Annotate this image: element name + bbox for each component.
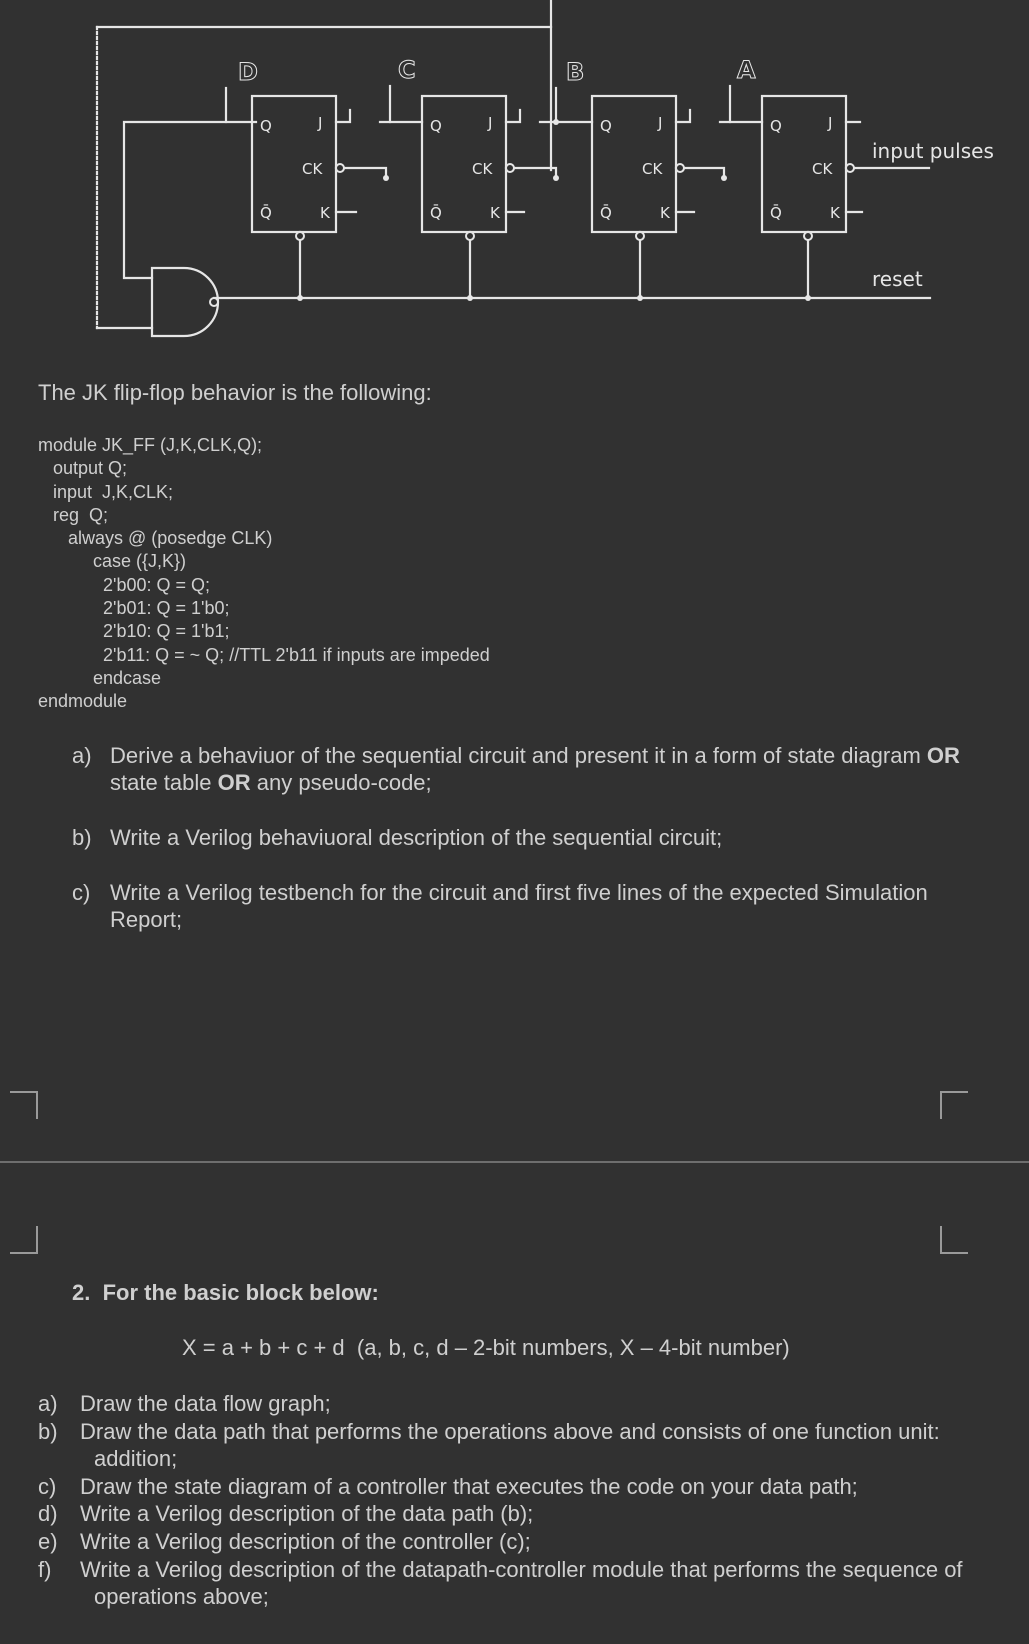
- svg-text:J: J: [318, 114, 323, 132]
- list-item: a) Draw the data flow graph;: [38, 1391, 331, 1416]
- part2-equation: X = a + b + c + d (a, b, c, d – 2-bit numbers, X – 4-bit number): [182, 1335, 790, 1360]
- list-item: e) Write a Verilog description of the controller (c);: [38, 1528, 531, 1554]
- code-line: 2'b01: Q = 1'b0;: [38, 598, 230, 619]
- list-item: c) Draw the state diagram of a controller that executes the code on your data path;: [38, 1473, 858, 1499]
- code-line: module JK_FF (J,K,CLK,Q);: [38, 435, 263, 455]
- list-item: [72, 824, 972, 851]
- list-item: b) Draw the data path that performs the operations above and consists of one function unit: addition;: [38, 1418, 940, 1472]
- page-corner-mark: [940, 1226, 968, 1254]
- svg-text:Q: Q: [600, 117, 612, 135]
- part2-title: 2. For the basic block below:: [72, 1280, 379, 1305]
- item-label: a): [72, 743, 92, 768]
- code-line: 2'b10: Q = 1'b1;: [38, 621, 230, 642]
- svg-text:CK: CK: [812, 160, 833, 178]
- jk-counter-circuit-diagram: [0, 0, 1029, 345]
- svg-text:Q̄: Q̄: [260, 204, 272, 222]
- q-to-gate-wire: [124, 122, 256, 278]
- svg-text:K: K: [830, 204, 840, 222]
- svg-text:CK: CK: [642, 160, 663, 178]
- svg-text:K: K: [490, 204, 500, 222]
- svg-text:Q̄: Q̄: [430, 204, 442, 222]
- svg-text:Q: Q: [770, 117, 782, 135]
- top-feedback-wire: [97, 27, 551, 170]
- flipflop-c-label: C: [398, 56, 416, 84]
- part2-question-list: [38, 1390, 998, 1611]
- code-line: reg Q;: [38, 504, 109, 525]
- page-corner-mark: [10, 1226, 38, 1254]
- list-item: [72, 879, 972, 933]
- svg-text:Q: Q: [260, 117, 272, 135]
- input-pulses-label: input pulses: [872, 139, 994, 163]
- code-line: case ({J,K}): [38, 551, 187, 572]
- item-text: Write a Verilog testbench for the circuit and first five lines of the expected Simulation Report;: [110, 880, 928, 932]
- item-text: Write a Verilog behaviuoral description of the sequential circuit;: [110, 825, 723, 850]
- flipflop-b-label: B: [566, 58, 585, 86]
- page-corner-mark: [940, 1091, 968, 1119]
- svg-text:J: J: [828, 114, 833, 132]
- list-item: f) Write a Verilog description of the datapath-controller module that performs the sequence of operations above;: [38, 1556, 963, 1610]
- svg-text:Q̄: Q̄: [600, 204, 612, 222]
- code-line: 2'b00: Q = Q;: [38, 574, 211, 595]
- and-gate: [152, 268, 218, 336]
- svg-text:CK: CK: [302, 160, 323, 178]
- svg-text:J: J: [658, 114, 663, 132]
- code-line: output Q;: [38, 458, 128, 479]
- flipflop-a-label: A: [737, 56, 756, 84]
- flipflop-d-label: D: [238, 58, 258, 86]
- intro-text: The JK flip-flop behavior is the following:: [38, 380, 432, 405]
- reset-label: reset: [872, 267, 923, 291]
- list-item: d) Write a Verilog description of the data path (b);: [38, 1501, 534, 1527]
- svg-text:Q̄: Q̄: [770, 204, 782, 222]
- part1-question-list: [72, 742, 972, 961]
- code-line: endmodule: [38, 691, 128, 712]
- page-divider: [0, 1161, 1029, 1163]
- verilog-code-block: [38, 434, 490, 714]
- svg-text:J: J: [488, 114, 493, 132]
- code-line: endcase: [38, 667, 162, 688]
- code-line: always @ (posedge CLK): [38, 528, 273, 549]
- item-label: b): [72, 825, 92, 850]
- svg-text:K: K: [320, 204, 330, 222]
- svg-text:CK: CK: [472, 160, 493, 178]
- list-item: a) Derive a behaviuor of the sequential circuit and present it in a form of state diagram OR state table OR any pseudo-code;: [72, 743, 960, 795]
- svg-text:K: K: [660, 204, 670, 222]
- svg-text:Q: Q: [430, 117, 442, 135]
- page-corner-mark: [10, 1091, 38, 1119]
- code-line: 2'b11: Q = ~ Q; //TTL 2'b11 if inputs are impeded: [38, 644, 490, 665]
- code-line: input J,K,CLK;: [38, 481, 174, 502]
- item-label: c): [72, 880, 91, 905]
